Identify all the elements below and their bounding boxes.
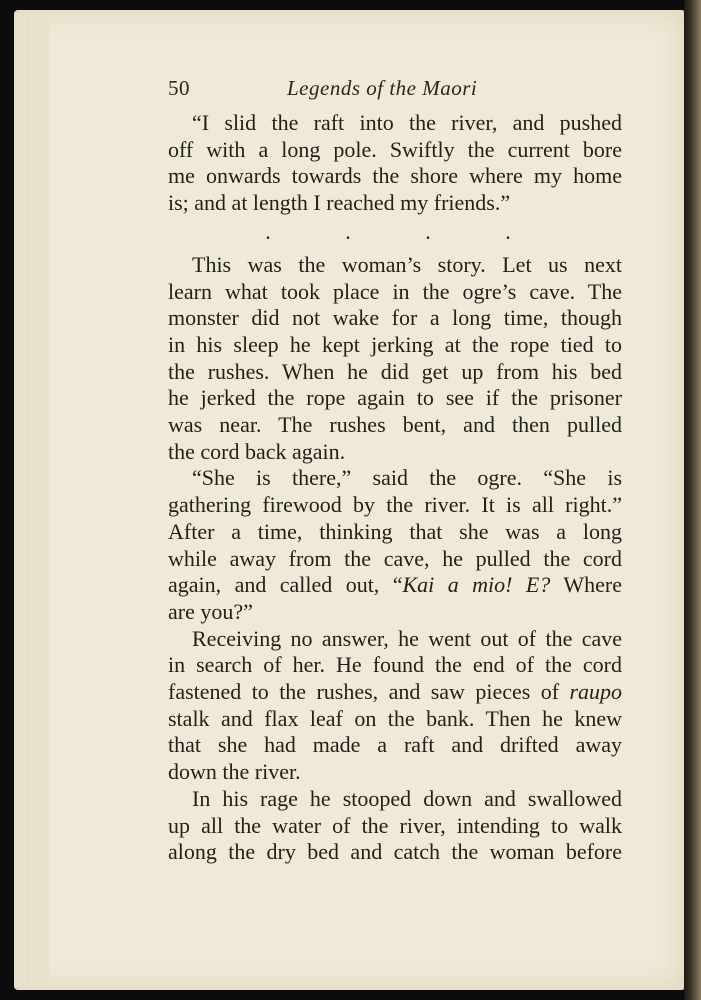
section-separator [228, 218, 548, 247]
text-line: stalk and flax leaf on the bank. Then he knew [168, 705, 622, 731]
separator-dot: . [505, 218, 511, 244]
text-line: down the river. [168, 759, 301, 785]
separator-dot: . [345, 218, 351, 244]
text-line: monster did not wake for a long time, though [168, 305, 622, 331]
page-header [168, 76, 622, 104]
paragraph-1 [168, 110, 622, 217]
text-line: me onwards towards the shore where my home [168, 163, 622, 189]
paragraph-3 [168, 465, 622, 625]
page-number: 50 [168, 76, 190, 100]
running-title: Legends of the Maori [287, 76, 478, 100]
text-line: up all the water of the river, intending to walk [168, 812, 622, 838]
text-line: that she had made a raft and drifted away [168, 732, 622, 758]
text-line: he jerked the rope again to see if the prisoner [168, 385, 622, 411]
text-line: is; and at length I reached my friends.” [168, 190, 511, 216]
text-line: gathering firewood by the river. It is all right.” [168, 492, 622, 518]
text-line: the cord back again. [168, 438, 346, 464]
text-line: while away from the cave, he pulled the cord [168, 545, 622, 571]
separator-dot: . [265, 218, 271, 244]
text-segment: Where [550, 572, 622, 598]
text-line: the rushes. When he did get up from his bed [168, 358, 622, 384]
text-line: off with a long pole. Swiftly the current bore [168, 136, 622, 162]
paragraph-2 [168, 252, 622, 466]
text-line: After a time, thinking that she was a long [168, 518, 622, 544]
text-line: This was the woman’s story. Let us next [192, 251, 622, 277]
paragraph-4 [168, 626, 622, 786]
maori-word: raupo [569, 679, 622, 705]
text-line: In his rage he stooped down and swallowed [192, 785, 622, 811]
separator-dot: . [425, 218, 431, 244]
text-line [168, 679, 622, 706]
maori-phrase: Kai a mio! E? [402, 572, 551, 598]
page-body [168, 110, 622, 866]
text-line: “I slid the raft into the river, and pushed [192, 110, 622, 135]
paragraph-5 [168, 786, 622, 866]
text-segment: again, and called out, “ [168, 572, 403, 598]
text-line: in his sleep he kept jerking at the rope tied to [168, 331, 622, 357]
text-line: was near. The rushes bent, and then pulled [168, 412, 622, 438]
text-line: learn what took place in the ogre’s cave. The [168, 278, 622, 304]
text-line: are you?” [168, 598, 253, 624]
text-line: “She is there,” said the ogre. “She is [192, 465, 622, 491]
text-line [168, 572, 622, 599]
text-segment: fastened to the rushes, and saw pieces of [168, 679, 570, 705]
book-binding [684, 0, 701, 1000]
text-line: Receiving no answer, he went out of the cave [192, 625, 622, 651]
text-line: in search of her. He found the end of the cord [168, 652, 622, 678]
text-line: along the dry bed and catch the woman before [168, 839, 622, 865]
page-edges [14, 14, 50, 986]
